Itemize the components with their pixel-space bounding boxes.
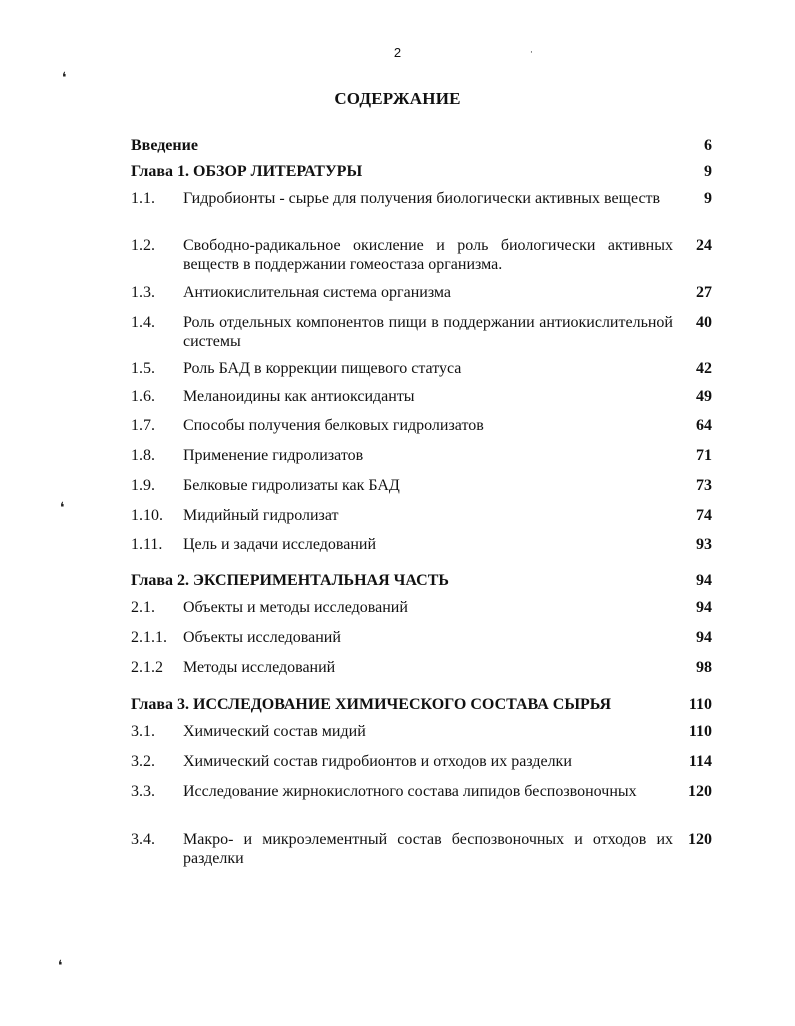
toc-section-title: Антиокислительная система организма bbox=[183, 284, 452, 301]
toc-section-number: 1.4. bbox=[131, 314, 155, 331]
toc-page-number: 6 bbox=[704, 137, 712, 154]
toc-section-title: Исследование жирнокислотного состава липидов беспозвоночных bbox=[183, 783, 637, 800]
toc-section-title: Макро- и микроэлементный состав беспозвоночных и отходов их разделки bbox=[183, 831, 673, 867]
toc-section-number: 1.7. bbox=[131, 417, 155, 434]
toc-page-number: 114 bbox=[688, 753, 712, 770]
toc-page-number: 64 bbox=[696, 417, 712, 434]
toc-page-number: 110 bbox=[688, 723, 712, 740]
toc-section-title: Белковые гидролизаты как БАД bbox=[183, 477, 400, 494]
toc-page-number: 94 bbox=[696, 629, 712, 646]
scan-speck: ❛ bbox=[60, 500, 65, 516]
toc-section-number: 1.2. bbox=[131, 237, 155, 254]
toc-section-number: 1.5. bbox=[131, 360, 155, 377]
toc-section-title: Мидийный гидролизат bbox=[183, 507, 339, 524]
toc-section-title: Гидробионты - сырье для получения биологически активных веществ bbox=[183, 190, 661, 207]
toc-section-number: 3.4. bbox=[131, 831, 155, 848]
toc-section-title: Химический состав гидробионтов и отходов их разделки bbox=[183, 753, 572, 770]
toc-page-number: 49 bbox=[696, 388, 712, 405]
toc-section-title: Химический состав мидий bbox=[183, 723, 366, 740]
toc-section-number: 1.3. bbox=[131, 284, 155, 301]
toc-section-number: 1.1. bbox=[131, 190, 155, 207]
toc-chapter-title: Глава 2. ЭКСПЕРИМЕНТАЛЬНАЯ ЧАСТЬ bbox=[131, 572, 449, 589]
toc-page-number: 40 bbox=[696, 314, 712, 331]
toc-section-title: Методы исследований bbox=[183, 659, 336, 676]
toc-section-title: Способы получения белковых гидролизатов bbox=[183, 417, 484, 434]
toc-page-number: 9 bbox=[704, 163, 712, 180]
toc-page-number: 24 bbox=[696, 237, 712, 254]
toc-page-number: 98 bbox=[696, 659, 712, 676]
toc-page-number: 93 bbox=[696, 536, 712, 553]
toc-section-number: 1.10. bbox=[131, 507, 163, 524]
toc-page-number: 120 bbox=[688, 831, 712, 848]
scan-speck: ❛ bbox=[62, 70, 67, 86]
toc-entry-title: Введение bbox=[131, 137, 198, 154]
toc-chapter-title: Глава 1. ОБЗОР ЛИТЕРАТУРЫ bbox=[131, 163, 363, 180]
scan-speck: ❛ bbox=[58, 958, 63, 974]
toc-page-number: 110 bbox=[688, 696, 712, 713]
toc-page-number: 94 bbox=[696, 599, 712, 616]
toc-section-title: Меланоидины как антиоксиданты bbox=[183, 388, 415, 405]
toc-section-number: 2.1.2 bbox=[131, 659, 163, 676]
toc-section-title: Применение гидролизатов bbox=[183, 447, 364, 464]
toc-page-number: 94 bbox=[696, 572, 712, 589]
toc-section-number: 1.9. bbox=[131, 477, 155, 494]
toc-page-number: 9 bbox=[704, 190, 712, 207]
toc-page-number: 74 bbox=[696, 507, 712, 524]
toc-section-number: 1.8. bbox=[131, 447, 155, 464]
toc-page-number: 73 bbox=[696, 477, 712, 494]
toc-page-number: 120 bbox=[688, 783, 712, 800]
toc-section-number: 3.2. bbox=[131, 753, 155, 770]
toc-section-title: Цель и задачи исследований bbox=[183, 536, 377, 553]
toc-section-number: 1.6. bbox=[131, 388, 155, 405]
toc-section-title: Роль БАД в коррекции пищевого статуса bbox=[183, 360, 462, 377]
toc-section-title: Роль отдельных компонентов пищи в поддержании антиокислительной системы bbox=[183, 314, 673, 350]
toc-section-number: 2.1.1. bbox=[131, 629, 167, 646]
toc-page-number: 42 bbox=[696, 360, 712, 377]
toc-section-title: Объекты и методы исследований bbox=[183, 599, 408, 616]
toc-page-number: 71 bbox=[696, 447, 712, 464]
toc-chapter-title: Глава 3. ИССЛЕДОВАНИЕ ХИМИЧЕСКОГО СОСТАВА СЫРЬЯ bbox=[131, 696, 612, 713]
toc-page-number: 27 bbox=[696, 284, 712, 301]
page-title: СОДЕРЖАНИЕ bbox=[334, 89, 461, 108]
page-number: 2 bbox=[393, 45, 402, 60]
scan-speck: · bbox=[530, 48, 533, 58]
toc-section-number: 3.1. bbox=[131, 723, 155, 740]
toc-section-title: Объекты исследований bbox=[183, 629, 341, 646]
toc-section-number: 2.1. bbox=[131, 599, 155, 616]
toc-section-number: 1.11. bbox=[131, 536, 163, 553]
toc-section-number: 3.3. bbox=[131, 783, 155, 800]
toc-section-title: Свободно-радикальное окисление и роль биологически активных веществ в поддержании гомеостаза организма. bbox=[183, 237, 673, 273]
